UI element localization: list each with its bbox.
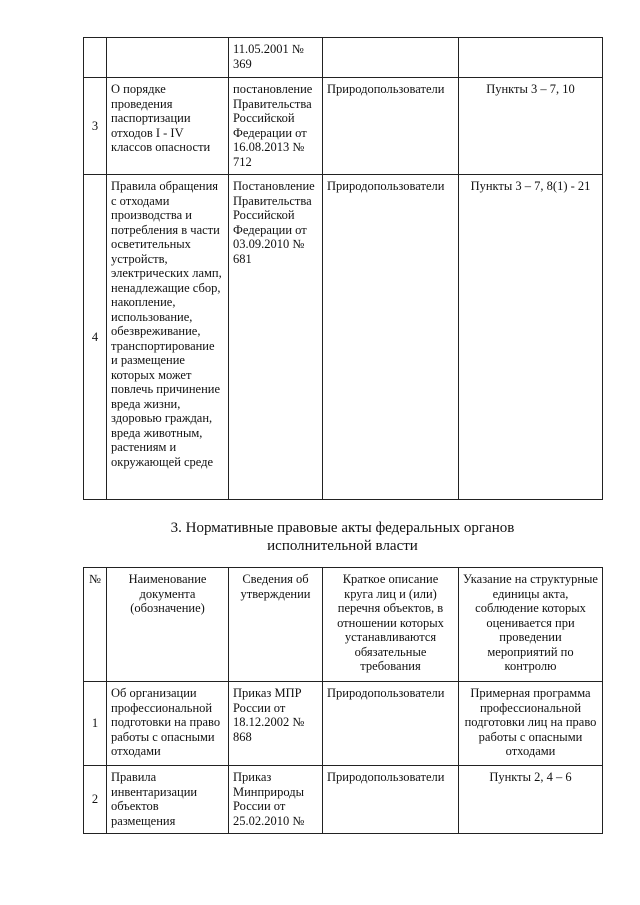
structural-units: Пункты 2, 4 – 6 <box>459 766 603 834</box>
structural-units <box>459 38 603 78</box>
document-name: Об организации профессиональной подготовки на право работы с опасными отходами <box>107 682 229 766</box>
table-header-row <box>84 568 603 682</box>
row-number: 1 <box>84 682 107 766</box>
row-number: 2 <box>84 766 107 834</box>
header-name: Наименование документа (обозначение) <box>107 568 229 682</box>
approval-info: 11.05.2001 № 369 <box>229 38 323 78</box>
row-number: 4 <box>84 175 107 500</box>
approval-info: Постановление Правительства Российской Федерации от 03.09.2010 № 681 <box>229 175 323 500</box>
persons-description: Природопользователи <box>323 78 459 175</box>
table-row <box>84 38 603 78</box>
table-row <box>84 682 603 766</box>
persons-description: Природопользователи <box>323 175 459 500</box>
header-number: № <box>84 568 107 682</box>
approval-info: Приказ Минприроды России от 25.02.2010 № <box>229 766 323 834</box>
document-name <box>107 38 229 78</box>
table-row <box>84 766 603 834</box>
table-row <box>84 78 603 175</box>
document-name: О порядке проведения паспортизации отходов I - IV классов опасности <box>107 78 229 175</box>
row-number <box>84 38 107 78</box>
structural-units: Пункты 3 – 7, 8(1) - 21 <box>459 175 603 500</box>
approval-info: постановление Правительства Российской Федерации от 16.08.2013 № 712 <box>229 78 323 175</box>
structural-units: Примерная программа профессиональной подготовки лиц на право работы с опасными отходами <box>459 682 603 766</box>
persons-description <box>323 38 459 78</box>
persons-description: Природопользователи <box>323 682 459 766</box>
table-row <box>84 175 603 500</box>
row-number: 3 <box>84 78 107 175</box>
persons-description: Природопользователи <box>323 766 459 834</box>
section-heading <box>83 519 602 555</box>
section-heading-line-1: 3. Нормативные правовые акты федеральных органов <box>170 520 515 536</box>
approval-info: Приказ МПР России от 18.12.2002 № 868 <box>229 682 323 766</box>
header-approval: Сведения об утверждении <box>229 568 323 682</box>
acts-table-continued <box>83 37 603 500</box>
structural-units: Пункты 3 – 7, 10 <box>459 78 603 175</box>
section-heading-line-2: исполнительной власти <box>267 538 418 554</box>
header-persons: Краткое описание круга лиц и (или) перечня объектов, в отношении которых устанавливаются обязательные требования <box>323 568 459 682</box>
header-units: Указание на структурные единицы акта, соблюдение которых оценивается при проведении мероприятий по контролю <box>459 568 603 682</box>
document-name: Правила инвентаризации объектов размещения <box>107 766 229 834</box>
document-name: Правила обращения с отходами производства и потребления в части осветительных устройств, электрических ламп, ненадлежащие сбор, накопление, использование, обезвреживание, транспортирование и размещение которых может повлечь причинение вреда жизни, здоровью граждан, вреда животным, растениям и окружающей среде <box>107 175 229 500</box>
federal-acts-table <box>83 567 603 834</box>
